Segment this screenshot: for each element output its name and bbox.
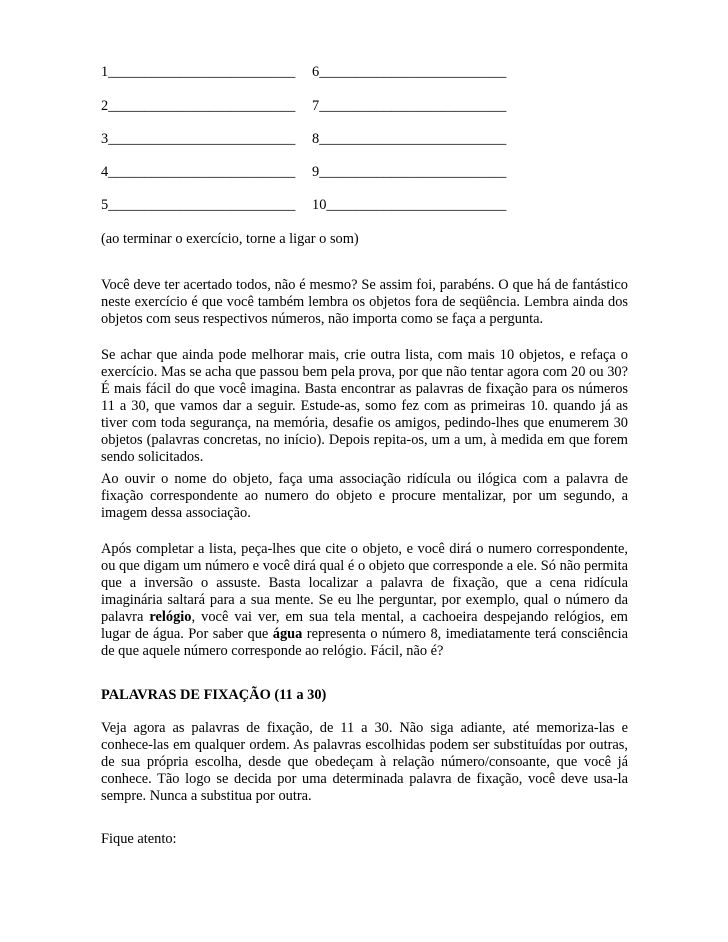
list-row xyxy=(101,164,541,182)
list-blank-1: 1__________________________ xyxy=(101,64,296,80)
list-blank-5: 5__________________________ xyxy=(101,197,296,213)
instruction-note: (ao terminar o exercício, torne a ligar o som) xyxy=(101,231,359,247)
word-agua: água xyxy=(272,626,303,642)
paragraph-4 xyxy=(101,541,628,660)
list-blank-10: 10_________________________ xyxy=(312,197,507,213)
list-blank-3: 3__________________________ xyxy=(101,131,296,147)
list-blank-4: 4__________________________ xyxy=(101,164,296,180)
list-blank-6: 6__________________________ xyxy=(312,64,507,80)
word-relogio: relógio xyxy=(149,609,192,625)
paragraph-4-text-b: , você vai ver, em sua tela mental, a cachoeira despejando relógios, em lugar de água. Por saber que xyxy=(101,609,628,642)
paragraph-1: Você deve ter acertado todos, não é mesmo? Se assim foi, parabéns. O que há de fantástico neste exercício é que você também lembra os objetos fora de seqüência. Lembra ainda dos objetos com seus respectivos números, não importa como se faça a pergunta. xyxy=(101,277,628,327)
paragraph-4-text-c: representa o número 8, imediatamente terá consciência de que aquele número corresponde ao relógio. Fácil, não é? xyxy=(101,626,628,659)
list-row xyxy=(101,98,541,116)
section-heading: PALAVRAS DE FIXAÇÃO (11 a 30) xyxy=(101,687,327,703)
paragraph-5: Veja agora as palavras de fixação, de 11 a 30. Não siga adiante, até memoriza-las e conhece-las em qualquer ordem. As palavras escolhidas podem ser substituídas por outras, de sua própria escolha, desde que obedeçam à relação número/consoante, que você já conhece. Tão logo se decida por uma determinada palavra de fixação, você deve usa-la sempre. Nunca a substitua por outra. xyxy=(101,720,628,804)
list-blank-2: 2__________________________ xyxy=(101,98,296,114)
list-row xyxy=(101,64,541,82)
list-blank-7: 7__________________________ xyxy=(312,98,507,114)
paragraph-2: Se achar que ainda pode melhorar mais, crie outra lista, com mais 10 objetos, e refaça o exercício. Mas se acha que passou bem pela prova, por que não tentar agora com 20 ou 30? É mais fácil do que você imagina. Basta encontrar as palavras de fixação para os números 11 a 30, que vamos dar a seguir. Estude-as, somo fez com as primeiras 10. quando já as tiver com toda segurança, na memória, desafie os amigos, pedindo-lhes que enumerem 30 objetos (palavras concretas, no início). Depois repita-os, um a um, à medida em que forem sendo solicitados. xyxy=(101,347,628,465)
paragraph-3: Ao ouvir o nome do objeto, faça uma associação ridícula ou ilógica com a palavra de fixação correspondente ao numero do objeto e procure mentalizar, por um segundo, a imagem dessa associação. xyxy=(101,471,628,521)
closing-line: Fique atento: xyxy=(101,831,177,847)
list-blank-9: 9__________________________ xyxy=(312,164,507,180)
list-row xyxy=(101,131,541,149)
paragraph-4-text-a: Após completar a lista, peça-lhes que cite o objeto, e você dirá o numero correspondente, ou que digam um número e você dirá qual é o objeto que corresponde a ele. Só não permita que a inversão o assuste. Basta localizar a palavra de fixação, que a cena ridícula imaginária saltará para a sua mente. Se eu lhe perguntar, por exemplo, qual o número da palavra xyxy=(101,541,628,625)
list-blank-8: 8__________________________ xyxy=(312,131,507,147)
list-row xyxy=(101,197,541,215)
